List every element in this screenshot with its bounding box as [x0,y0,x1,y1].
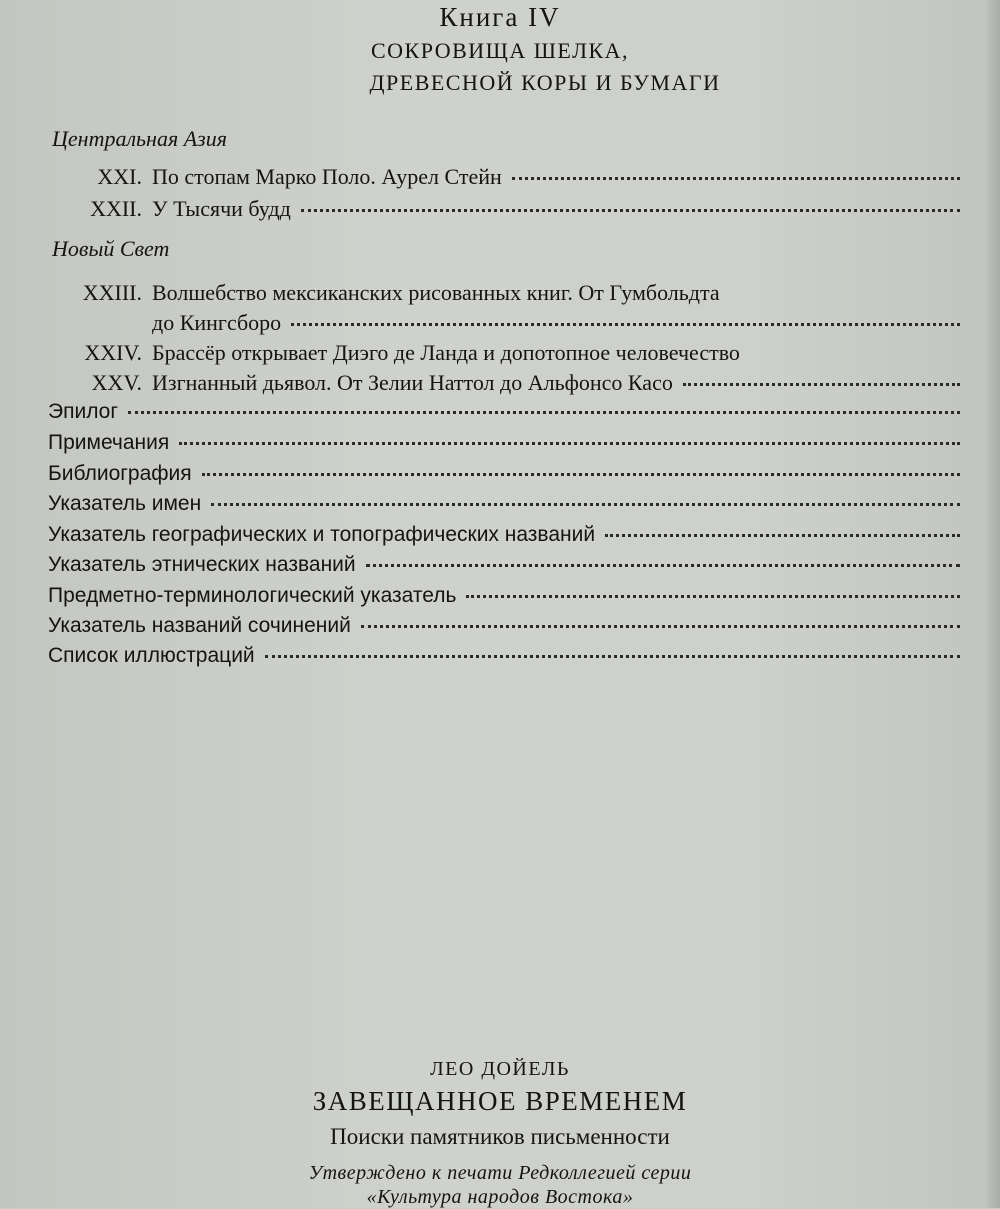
toc-entry-xxi[interactable] [48,164,960,196]
main-title: ЗАВЕЩАННОЕ ВРЕМЕНЕМ [312,1086,688,1116]
toc-entry-title: Эпилог [48,400,119,423]
section-heading-central-asia: Центральная Азия [52,126,227,151]
toc-entry-subject-index[interactable] [48,584,960,616]
dot-leader [466,595,960,598]
toc-entry-title: По стопам Марко Поло. Аурел Стейн [152,164,502,189]
author-name: ЛЕО ДОЙЕЛЬ [430,1058,570,1080]
toc-entry-title: Указатель этнических названий [48,553,356,576]
toc-entry-bibliography[interactable] [48,462,960,494]
dot-leader [291,323,960,326]
dot-leader [211,503,960,506]
toc-entry-illustrations[interactable] [48,644,960,676]
toc-entry-title: Указатель географических и топографических названий [48,523,596,546]
approval-note-line2: «Культура народов Востока» [366,1186,634,1208]
dot-leader [512,177,960,180]
toc-entry-title: Предметно-терминологический указатель [48,584,457,607]
dot-leader [366,564,960,567]
toc-entry-number: XXIV. [84,340,142,365]
dot-leader [202,473,960,476]
toc-entry-title-continued: до Кингсборо [152,310,282,335]
toc-entry-xxiii-continued[interactable] [48,310,960,342]
toc-entry-xxiv[interactable] [48,340,960,372]
toc-entry-title: Список иллюстраций [48,644,255,667]
toc-entry-notes[interactable] [48,431,960,463]
book-subtitle-line2: ДРЕВЕСНОЙ КОРЫ И БУМАГИ [369,70,721,95]
section-heading-new-world: Новый Свет [52,236,170,261]
toc-entry-ethnic-index[interactable] [48,553,960,585]
dot-leader [265,655,960,658]
toc-entry-number: XXII. [90,196,142,221]
toc-entry-xxiii[interactable] [48,280,960,312]
toc-entry-title: Примечания [48,431,170,454]
page-edge [986,0,1000,1208]
toc-entry-title: Библиография [48,462,192,485]
toc-entry-title: Волшебство мексиканских рисованных книг. От Гумбольдта [152,280,720,305]
toc-entry-number: XXI. [97,164,142,189]
toc-entry-number: XXV. [91,370,142,395]
toc-entry-title: У Тысячи будд [152,196,291,221]
toc-entry-xxv[interactable] [48,370,960,402]
dot-leader [128,411,960,414]
dot-leader [301,209,960,212]
book-subtitle-line1: СОКРОВИЩА ШЕЛКА, [370,38,630,63]
toc-entry-title: Изгнанный дьявол. От Зелии Наттол до Альфонсо Касо [152,370,673,395]
main-subtitle: Поиски памятников письменности [330,1124,670,1149]
toc-entry-xxii[interactable] [48,196,960,228]
toc-entry-name-index[interactable] [48,492,960,524]
approval-note-line1: Утверждено к печати Редколлегией серии [308,1162,692,1184]
dot-leader [179,442,960,445]
toc-entry-epilogue[interactable] [48,400,960,432]
toc-entry-title: Брассёр открывает Диэго де Ланда и допотопное человечество [152,340,740,365]
book-number-title: Книга IV [439,2,561,32]
dot-leader [361,625,960,628]
toc-entry-title: Указатель названий сочинений [48,614,351,637]
toc-entry-title: Указатель имен [48,492,202,515]
toc-entry-works-index[interactable] [48,614,960,646]
dot-leader [605,534,960,537]
toc-entry-geographic-index[interactable] [48,523,960,555]
dot-leader [683,383,960,386]
toc-entry-number: XXIII. [82,280,142,305]
